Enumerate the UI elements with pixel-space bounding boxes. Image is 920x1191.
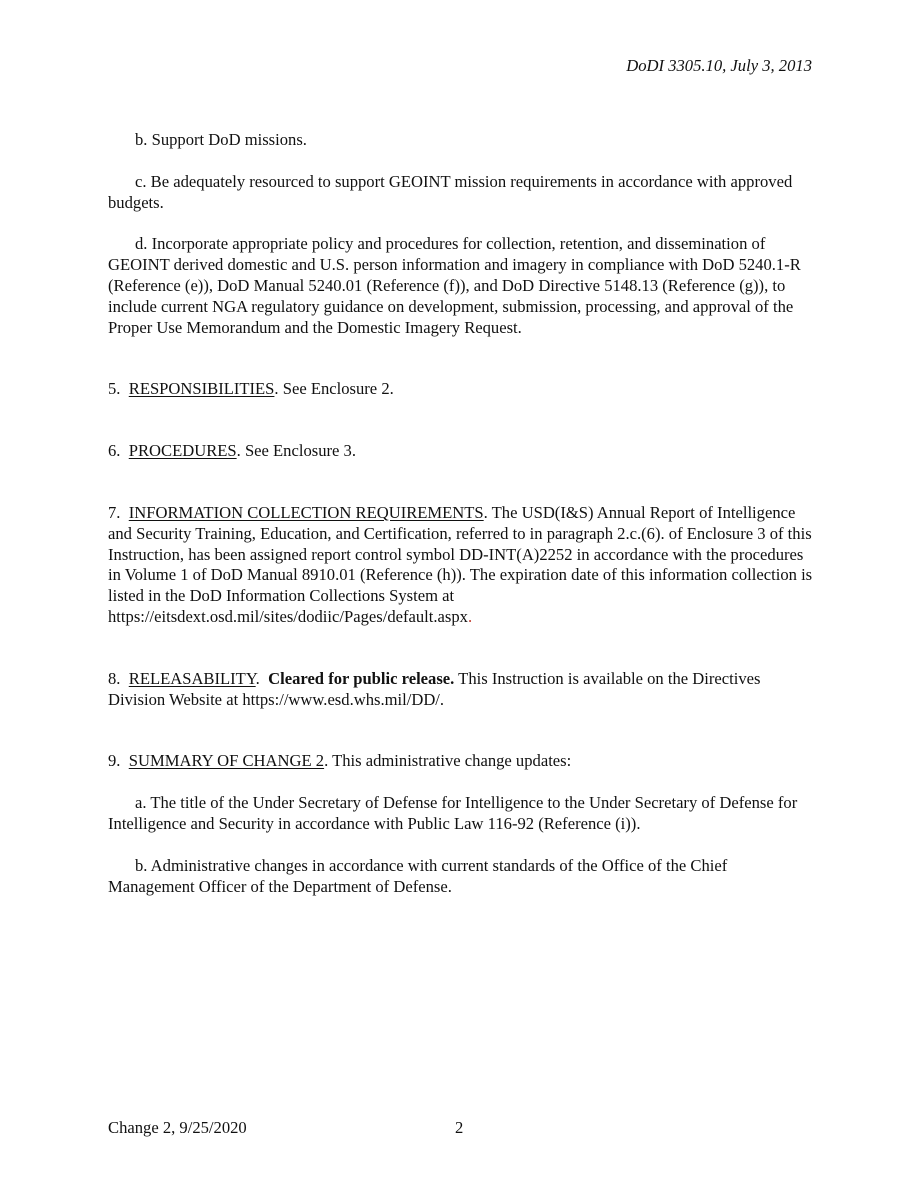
section-8-releasability [108, 669, 814, 711]
section-6-heading: PROCEDURES [128, 441, 237, 461]
section-9-item-b: b. Administrative changes in accordance with current standards of the Office of the Chief Management Officer of the Department of Defense. [108, 855, 728, 896]
section-7-trailing-period: . [467, 606, 473, 626]
section-7-body: . The USD(I&S) Annual Report of Intelligence and Security Training, Education, and Certification, referred to in paragraph 2.c.(6). of Enclosure 3 of this Instruction, has been assigned report control symbol DD-INT(A)2252 in accordance with the procedures in Volume 1 of DoD Manual 8910.01 (Reference (h)). The expiration date of this information collection is listed in the DoD Information Collections System at https://eitsdext.osd.mil/sites/dodiic/Pages/default.aspx [108, 502, 813, 626]
section-8-separator: . [255, 668, 269, 688]
section-9-body: . This administrative change updates: [324, 751, 572, 771]
section-7-heading: INFORMATION COLLECTION REQUIREMENTS [128, 502, 484, 522]
footer-page-number: 2 [455, 1118, 464, 1137]
footer-change-date: Change 2, 9/25/2020 [108, 1118, 247, 1137]
section-6-number: 6. [108, 441, 121, 461]
section-7-information-collection [108, 503, 814, 628]
header-doc-reference: DoDI 3305.10, July 3, 2013 [626, 56, 812, 75]
section-5-heading: RESPONSIBILITIES [128, 379, 275, 399]
section-8-body: This Instruction is available on the Directives Division Website at https://www.esd.whs.mil/DD/. [108, 668, 761, 709]
section-6-body: . See Enclosure 3. [236, 441, 356, 461]
section-9-item-a: a. The title of the Under Secretary of Defense for Intelligence to the Under Secretary of Defense for Intelligence and Security in accordance with Public Law 116-92 (Reference (i)). [108, 793, 798, 833]
item-b-support: b. Support DoD missions. [135, 130, 307, 149]
section-8-bold-release: Cleared for public release. [268, 668, 455, 688]
section-9-heading: SUMMARY OF CHANGE 2 [128, 751, 325, 771]
section-5-responsibilities [108, 379, 814, 400]
section-6-procedures [108, 441, 814, 462]
section-7-number: 7. [108, 502, 121, 522]
section-5-number: 5. [108, 379, 121, 399]
section-9-summary-of-change [108, 751, 814, 772]
item-d-policy: d. Incorporate appropriate policy and procedures for collection, retention, and dissemination of GEOINT derived domestic and U.S. person information and imagery in compliance with DoD 5240.1-R (Reference (e)), DoD Manual 5240.01 (Reference (f)), and DoD Directive 5148.13 (Reference (g)), to include current NGA regulatory guidance on development, submission, processing, and approval of the Proper Use Memorandum and the Domestic Imagery Request. [108, 234, 801, 337]
section-8-number: 8. [108, 668, 121, 688]
section-8-heading: RELEASABILITY [128, 668, 256, 688]
item-c-resourced: c. Be adequately resourced to support GEOINT mission requirements in accordance with approved budgets. [108, 171, 793, 212]
section-9-number: 9. [108, 751, 121, 771]
document-body [108, 130, 814, 897]
section-5-body: . See Enclosure 2. [274, 379, 394, 399]
